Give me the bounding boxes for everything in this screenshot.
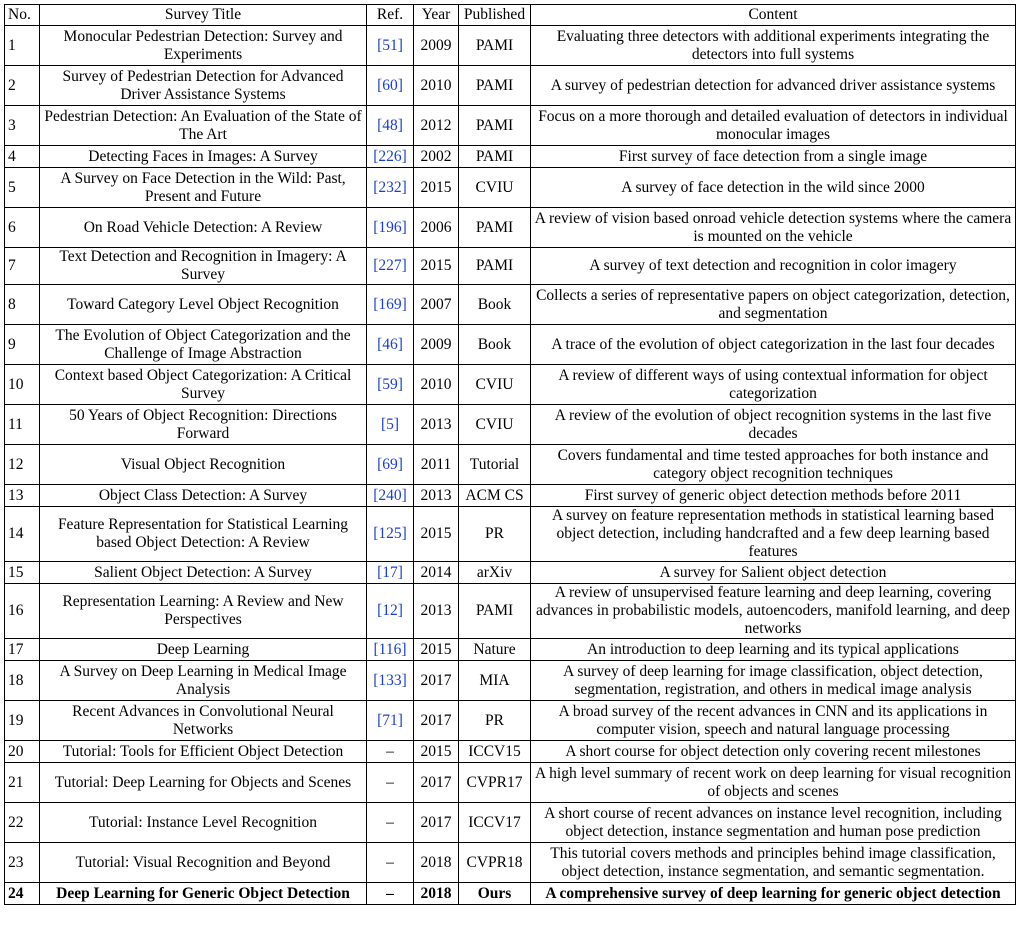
- survey-title: On Road Vehicle Detection: A Review: [40, 208, 367, 248]
- published-venue: Tutorial: [459, 445, 531, 485]
- row-number: 18: [5, 661, 40, 701]
- row-number: 16: [5, 584, 40, 639]
- reference-link[interactable]: [227]: [367, 248, 414, 285]
- reference-link: –: [367, 741, 414, 763]
- published-venue: CVIU: [459, 168, 531, 208]
- year: 2011: [414, 445, 459, 485]
- year: 2013: [414, 405, 459, 445]
- reference-link: –: [367, 843, 414, 883]
- survey-title: Tutorial: Visual Recognition and Beyond: [40, 843, 367, 883]
- reference-link[interactable]: [48]: [367, 106, 414, 146]
- survey-title: Tutorial: Deep Learning for Objects and Scenes: [40, 763, 367, 803]
- survey-title: Tutorial: Instance Level Recognition: [40, 803, 367, 843]
- published-venue: PR: [459, 507, 531, 562]
- published-venue: Nature: [459, 639, 531, 661]
- table-row: [5, 584, 1016, 639]
- table-row: [5, 168, 1016, 208]
- survey-table: [4, 4, 1016, 905]
- content-description: A review of vision based onroad vehicle detection systems where the camera is mounted on the vehicle: [531, 208, 1016, 248]
- year: 2009: [414, 325, 459, 365]
- row-number: 6: [5, 208, 40, 248]
- content-description: Covers fundamental and time tested approaches for both instance and category object recognition techniques: [531, 445, 1016, 485]
- year: 2002: [414, 146, 459, 168]
- content-description: A short course of recent advances on instance level recognition, including object detection, instance segmentation and human pose prediction: [531, 803, 1016, 843]
- reference-link[interactable]: [5]: [367, 405, 414, 445]
- year: 2018: [414, 843, 459, 883]
- published-venue: PAMI: [459, 106, 531, 146]
- row-number: 9: [5, 325, 40, 365]
- table-row: [5, 285, 1016, 325]
- published-venue: ACM CS: [459, 485, 531, 507]
- year: 2017: [414, 803, 459, 843]
- row-number: 10: [5, 365, 40, 405]
- content-description: A review of different ways of using contextual information for object categorization: [531, 365, 1016, 405]
- reference-link[interactable]: [116]: [367, 639, 414, 661]
- year: 2015: [414, 507, 459, 562]
- content-description: Focus on a more thorough and detailed evaluation of detectors in individual monocular images: [531, 106, 1016, 146]
- row-number: 2: [5, 66, 40, 106]
- table-row: [5, 146, 1016, 168]
- row-number: 4: [5, 146, 40, 168]
- content-description: A review of unsupervised feature learning and deep learning, covering advances in probabilistic models, autoencoders, manifold learning, and deep networks: [531, 584, 1016, 639]
- year: 2017: [414, 701, 459, 741]
- survey-title: Context based Object Categorization: A Critical Survey: [40, 365, 367, 405]
- published-venue: CVPR18: [459, 843, 531, 883]
- reference-link: –: [367, 763, 414, 803]
- published-venue: PR: [459, 701, 531, 741]
- content-description: A survey of pedestrian detection for advanced driver assistance systems: [531, 66, 1016, 106]
- row-number: 5: [5, 168, 40, 208]
- header-published: Published: [459, 5, 531, 26]
- year: 2015: [414, 248, 459, 285]
- table-row: [5, 701, 1016, 741]
- content-description: A trace of the evolution of object categorization in the last four decades: [531, 325, 1016, 365]
- header-year: Year: [414, 5, 459, 26]
- year: 2010: [414, 365, 459, 405]
- row-number: 12: [5, 445, 40, 485]
- row-number: 3: [5, 106, 40, 146]
- row-number: 7: [5, 248, 40, 285]
- row-number: 24: [5, 883, 40, 905]
- content-description: A short course for object detection only covering recent milestones: [531, 741, 1016, 763]
- table-row: [5, 562, 1016, 584]
- row-number: 19: [5, 701, 40, 741]
- content-description: A survey on feature representation methods in statistical learning based object detection, including handcrafted and a few deep learning based features: [531, 507, 1016, 562]
- year: 2015: [414, 639, 459, 661]
- survey-title: Deep Learning for Generic Object Detection: [40, 883, 367, 905]
- row-number: 8: [5, 285, 40, 325]
- published-venue: Ours: [459, 883, 531, 905]
- year: 2012: [414, 106, 459, 146]
- content-description: A survey of face detection in the wild since 2000: [531, 168, 1016, 208]
- survey-title: Text Detection and Recognition in Imagery: A Survey: [40, 248, 367, 285]
- year: 2015: [414, 168, 459, 208]
- table-row: [5, 405, 1016, 445]
- survey-title: Deep Learning: [40, 639, 367, 661]
- published-venue: PAMI: [459, 584, 531, 639]
- content-description: A survey for Salient object detection: [531, 562, 1016, 584]
- table-row: [5, 248, 1016, 285]
- survey-title: Feature Representation for Statistical Learning based Object Detection: A Review: [40, 507, 367, 562]
- year: 2018: [414, 883, 459, 905]
- reference-link: –: [367, 803, 414, 843]
- row-number: 23: [5, 843, 40, 883]
- survey-title: Recent Advances in Convolutional Neural Networks: [40, 701, 367, 741]
- table-row: [5, 445, 1016, 485]
- table-row: [5, 803, 1016, 843]
- row-number: 13: [5, 485, 40, 507]
- published-venue: ICCV17: [459, 803, 531, 843]
- table-row: [5, 741, 1016, 763]
- content-description: A survey of text detection and recognition in color imagery: [531, 248, 1016, 285]
- reference-link[interactable]: [196]: [367, 208, 414, 248]
- published-venue: ICCV15: [459, 741, 531, 763]
- survey-title: 50 Years of Object Recognition: Directions Forward: [40, 405, 367, 445]
- table-row: [5, 365, 1016, 405]
- survey-title: Salient Object Detection: A Survey: [40, 562, 367, 584]
- content-description: A survey of deep learning for image classification, object detection, segmentation, registration, and others in medical image analysis: [531, 661, 1016, 701]
- published-venue: MIA: [459, 661, 531, 701]
- reference-link[interactable]: [125]: [367, 507, 414, 562]
- year: 2013: [414, 485, 459, 507]
- survey-title: The Evolution of Object Categorization and the Challenge of Image Abstraction: [40, 325, 367, 365]
- table-row: [5, 639, 1016, 661]
- header-row: [5, 5, 1016, 26]
- header-ref: Ref.: [367, 5, 414, 26]
- table-row: [5, 507, 1016, 562]
- year: 2006: [414, 208, 459, 248]
- year: 2017: [414, 763, 459, 803]
- year: 2007: [414, 285, 459, 325]
- row-number: 1: [5, 26, 40, 66]
- reference-link[interactable]: [133]: [367, 661, 414, 701]
- published-venue: PAMI: [459, 26, 531, 66]
- year: 2015: [414, 741, 459, 763]
- published-venue: Book: [459, 285, 531, 325]
- survey-title: Survey of Pedestrian Detection for Advanced Driver Assistance Systems: [40, 66, 367, 106]
- published-venue: PAMI: [459, 208, 531, 248]
- table-row: [5, 883, 1016, 905]
- row-number: 22: [5, 803, 40, 843]
- table-row: [5, 843, 1016, 883]
- row-number: 11: [5, 405, 40, 445]
- survey-title: Representation Learning: A Review and New Perspectives: [40, 584, 367, 639]
- content-description: A comprehensive survey of deep learning for generic object detection: [531, 883, 1016, 905]
- content-description: Collects a series of representative papers on object categorization, detection, and segmentation: [531, 285, 1016, 325]
- header-survey-title: Survey Title: [40, 5, 367, 26]
- content-description: An introduction to deep learning and its typical applications: [531, 639, 1016, 661]
- survey-title: Toward Category Level Object Recognition: [40, 285, 367, 325]
- content-description: This tutorial covers methods and principles behind image classification, object detection, instance segmentation, and semantic segmentation.: [531, 843, 1016, 883]
- content-description: First survey of face detection from a single image: [531, 146, 1016, 168]
- content-description: A broad survey of the recent advances in CNN and its applications in computer vision, speech and natural language processing: [531, 701, 1016, 741]
- reference-link[interactable]: [51]: [367, 26, 414, 66]
- row-number: 15: [5, 562, 40, 584]
- reference-link[interactable]: [60]: [367, 66, 414, 106]
- content-description: Evaluating three detectors with additional experiments integrating the detectors into full systems: [531, 26, 1016, 66]
- survey-title: Tutorial: Tools for Efficient Object Detection: [40, 741, 367, 763]
- content-description: A high level summary of recent work on deep learning for visual recognition of objects and scenes: [531, 763, 1016, 803]
- survey-title: A Survey on Deep Learning in Medical Image Analysis: [40, 661, 367, 701]
- table-body: [5, 26, 1016, 905]
- year: 2013: [414, 584, 459, 639]
- reference-link[interactable]: [240]: [367, 485, 414, 507]
- reference-link[interactable]: [46]: [367, 325, 414, 365]
- reference-link[interactable]: [17]: [367, 562, 414, 584]
- published-venue: PAMI: [459, 66, 531, 106]
- reference-link[interactable]: [226]: [367, 146, 414, 168]
- table-row: [5, 485, 1016, 507]
- year: 2010: [414, 66, 459, 106]
- published-venue: arXiv: [459, 562, 531, 584]
- published-venue: CVPR17: [459, 763, 531, 803]
- header-content: Content: [531, 5, 1016, 26]
- year: 2009: [414, 26, 459, 66]
- reference-link[interactable]: [59]: [367, 365, 414, 405]
- published-venue: CVIU: [459, 365, 531, 405]
- row-number: 17: [5, 639, 40, 661]
- published-venue: Book: [459, 325, 531, 365]
- survey-title: Detecting Faces in Images: A Survey: [40, 146, 367, 168]
- table-row: [5, 325, 1016, 365]
- reference-link: –: [367, 883, 414, 905]
- published-venue: PAMI: [459, 146, 531, 168]
- table-row: [5, 26, 1016, 66]
- row-number: 20: [5, 741, 40, 763]
- reference-link[interactable]: [232]: [367, 168, 414, 208]
- table-row: [5, 208, 1016, 248]
- header-no: No.: [5, 5, 40, 26]
- table-row: [5, 66, 1016, 106]
- survey-title: A Survey on Face Detection in the Wild: Past, Present and Future: [40, 168, 367, 208]
- table-row: [5, 106, 1016, 146]
- survey-title: Monocular Pedestrian Detection: Survey and Experiments: [40, 26, 367, 66]
- reference-link[interactable]: [69]: [367, 445, 414, 485]
- reference-link[interactable]: [12]: [367, 584, 414, 639]
- year: 2014: [414, 562, 459, 584]
- survey-title: Pedestrian Detection: An Evaluation of the State of The Art: [40, 106, 367, 146]
- reference-link[interactable]: [169]: [367, 285, 414, 325]
- survey-title: Visual Object Recognition: [40, 445, 367, 485]
- content-description: A review of the evolution of object recognition systems in the last five decades: [531, 405, 1016, 445]
- row-number: 14: [5, 507, 40, 562]
- reference-link[interactable]: [71]: [367, 701, 414, 741]
- content-description: First survey of generic object detection methods before 2011: [531, 485, 1016, 507]
- table-row: [5, 661, 1016, 701]
- year: 2017: [414, 661, 459, 701]
- row-number: 21: [5, 763, 40, 803]
- table-row: [5, 763, 1016, 803]
- published-venue: CVIU: [459, 405, 531, 445]
- survey-title: Object Class Detection: A Survey: [40, 485, 367, 507]
- published-venue: PAMI: [459, 248, 531, 285]
